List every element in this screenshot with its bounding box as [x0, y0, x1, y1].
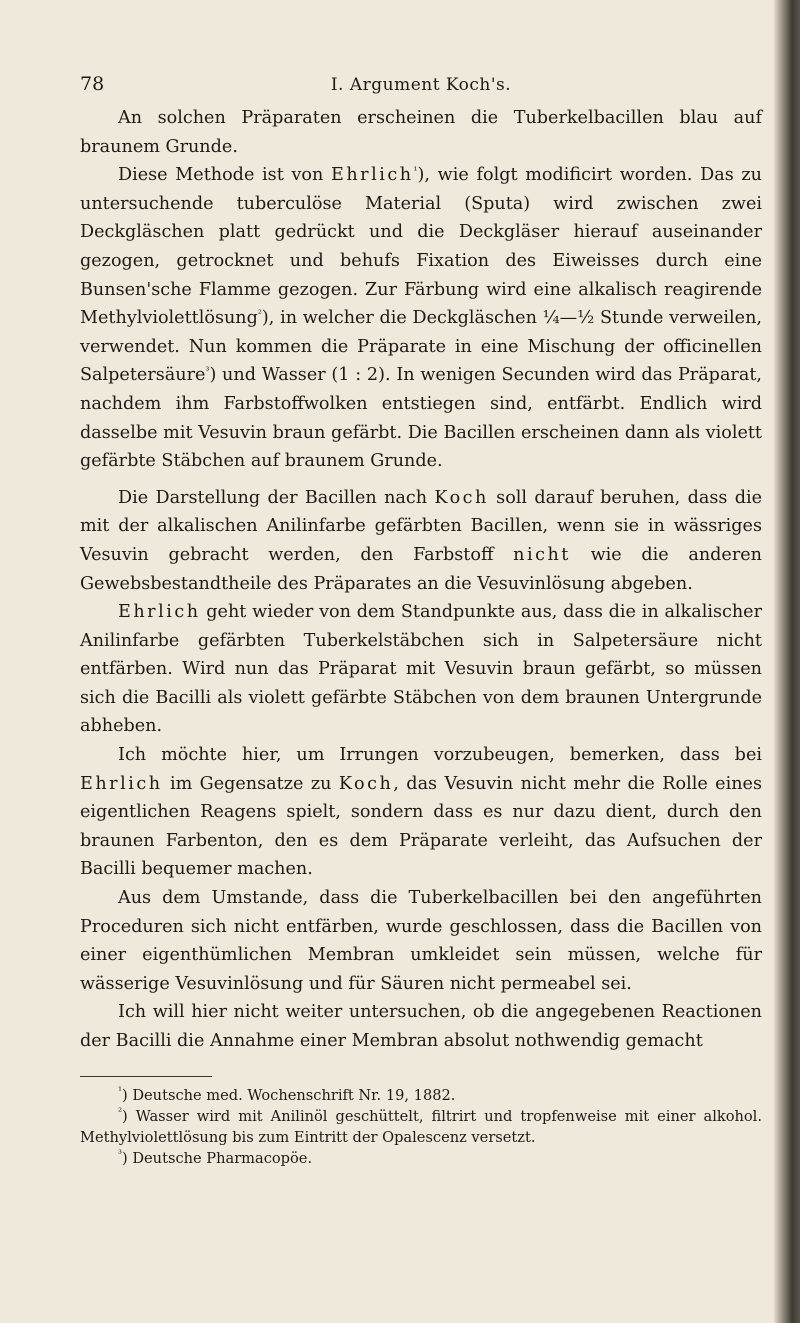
author-name: Ehrlich — [80, 773, 163, 794]
author-name: Ehrlich — [118, 602, 201, 623]
paragraph-5: Ich möchte hier, um Irrungen vorzubeugen, bemerken, dass bei Ehrlich im Gegensatze zu Koch, das Vesuvin nicht mehr die Rolle eines eigentlichen Reagens spielt, sondern dass es nur dazu dient, durch den braunen Farbenton, den es dem Präparate verleiht, das Aufsuchen der Bacilli bequemer machen. — [80, 745, 762, 880]
paragraph-7: Ich will hier nicht weiter untersuchen, ob die angegebenen Reactionen der Bacilli die Annahme einer Membran absolut nothwendig gemacht — [80, 1002, 762, 1051]
footnote-ref-3: ³ — [205, 366, 210, 378]
scan-binding-edge — [774, 0, 800, 1323]
page-header — [80, 70, 762, 104]
paragraph-3: Die Darstellung der Bacillen nach Koch soll darauf beruhen, dass die mit der alkalischen Anilinfarbe gefärbten Bacillen, wenn sie in wässriges Vesuvin gebracht werden, den Farbstoff nicht wie die anderen Gewebsbestandtheile des Präparates an die Vesuvinlösung abgeben. — [80, 487, 762, 594]
footnote-ref-1: ¹ — [413, 166, 418, 178]
running-title: I. Argument Koch's. — [330, 75, 512, 95]
footnote-3: $^{^3}$) Deutsche Pharmacopöe. — [118, 1148, 313, 1167]
paragraph-6: Aus dem Umstande, dass die Tuberkelbacillen bei den angeführten Proceduren sich nicht entfärben, wurde geschlossen, dass die Bacillen von einer eigenthümlichen Membran umkleidet sein müssen, welche für wässerige Vesuvinlösung und für Säuren nicht permeabel sei. — [80, 888, 762, 994]
paragraph-4: Ehrlich geht wieder von dem Standpunkte aus, dass die in alkalischer Anilinfarbe gefärbten Tuberkelstäbchen sich in Salpetersäure nicht entfärben. Wird nun das Präparat mit Vesuvin braun gefärbt, so müssen sich die Bacilli als violett gefärbte Stäbchen von dem braunen Untergrunde abheben. — [80, 602, 762, 737]
paragraph-2: Diese Methode ist von Ehrlich$^{^1}$), wie folgt modificirt worden. Das zu untersuchende tuberculöse Material (Sputa) wird zwischen zwei Deckgläschen platt gedrückt und die Deckgläser hierauf auseinander gezogen, getrocknet und behufs Fixation des Eiweisses durch eine Bunsen'sche Flamme gezogen. Zur Färbung wird eine alkalisch reagirende Methylviolettlösung$^{^2}$), in welcher die Deckgläschen ¼—½ Stunde verweilen, verwendet. Nun kommen die Präparate in eine Mischung der officinellen Salpetersäure$^{^3}$) und Wasser (1 : 2). In wenigen Secunden wird das Präparat, nachdem ihm Farbstoffwolken entstiegen sind, entfärbt. Endlich wird dasselbe mit Vesuvin braun gefärbt. Die Bacillen erscheinen dann als violett gefärbte Stäbchen auf braunem Grunde. — [80, 165, 763, 472]
footnote-1: $^{^1}$) Deutsche med. Wochenschrift Nr. 19, 1882. — [118, 1085, 456, 1104]
paragraph-1: An solchen Präparaten erscheinen die Tuberkelbacillen blau auf braunem Grunde. — [80, 108, 762, 157]
footnotes — [80, 1085, 762, 1169]
book-page — [80, 70, 762, 1169]
footnote-2: $^{^2}$) Wasser wird mit Anilinöl geschüttelt, filtrirt und tropfenweise mit einer alkohol. Methylviolettlösung bis zum Eintritt der Opalescenz versetzt. — [80, 1106, 762, 1146]
author-name: Ehrlich — [331, 165, 414, 186]
footnote-rule — [80, 1076, 212, 1077]
page-number: 78 — [80, 73, 105, 95]
author-name: Koch — [338, 773, 394, 794]
emphasis: nicht — [513, 544, 571, 565]
author-name: Koch — [434, 487, 489, 508]
footnote-ref-2: ² — [257, 309, 262, 321]
